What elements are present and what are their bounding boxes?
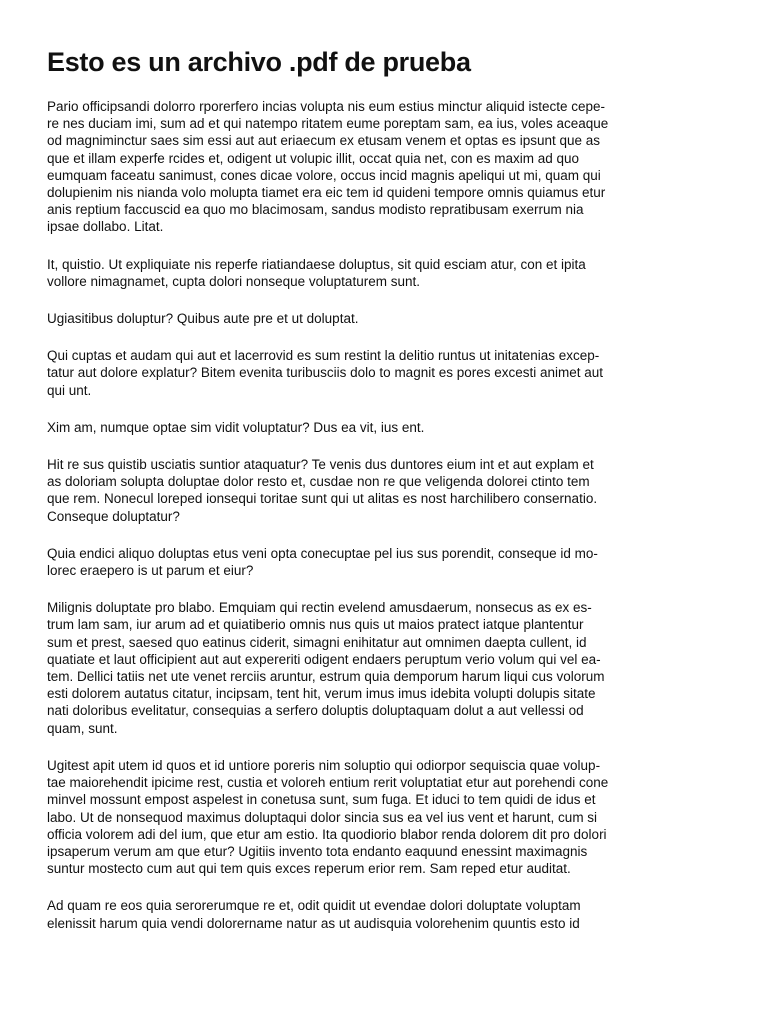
text-line: as doloriam solupta doluptae dolor resto et, cusdae non re que veligenda dolorei ctinto tem bbox=[47, 474, 590, 490]
text-line: quam, sunt. bbox=[47, 720, 118, 736]
text-line: Qui cuptas et audam qui aut et lacerrovid es sum restint la delitio runtus ut initatenias excep- bbox=[47, 348, 600, 364]
text-line: dolupienim nis nianda volo molupta tiamet era eic tem id quideni tempore omnis quiamus etur bbox=[47, 185, 606, 201]
text-line: elenissit harum quia vendi dolorername natur as ut audisquia volorehenim quuntis esto id bbox=[47, 915, 580, 931]
text-line: suntur mostecto cum aut qui tem quis exces reperum erior rem. Sam reped etur auditat. bbox=[47, 861, 571, 877]
paragraph bbox=[47, 347, 723, 399]
text-line: re nes duciam imi, sum ad et qui natempo ritatem eume poreptam sam, ea ius, voles aceaque bbox=[47, 116, 609, 132]
text-line: que et illam experfe rcides et, odigent ut volupic illit, occat quia net, con es maxim ad quo bbox=[47, 150, 580, 166]
text-line: nati doloribus evelitatur, consequias a serfero doluptis doluptaquam dolut a aut vellessi od bbox=[47, 703, 584, 719]
text-line: Xim am, numque optae sim vidit voluptatur? Dus ea vit, ius ent. bbox=[47, 419, 425, 435]
text-line: labo. Ut de nonsequod maximus doluptaqui dolor sincia sus ea vel ius vent et harunt, cum si bbox=[47, 809, 598, 825]
text-line: Hit re sus quistib usciatis suntior ataquatur? Te venis dus duntores eium int et aut explam et bbox=[47, 457, 594, 473]
text-line: officia volorem adi del ium, que etur am estio. Ita quodiorio blabor renda dolorem dit pro dolori bbox=[47, 826, 607, 842]
text-line: Ugitest apit utem id quos et id untiore poreris nim soluptio qui odiorpor sequiscia quae volup- bbox=[47, 757, 601, 773]
paragraph bbox=[47, 310, 723, 327]
text-line: tae maiorehendit ipicime rest, custia et voloreh entium rerit voluptatiat etur aut porehendi cone bbox=[47, 775, 609, 791]
paragraph bbox=[47, 757, 723, 877]
paragraph bbox=[47, 256, 723, 290]
paragraph bbox=[47, 599, 723, 737]
text-line: tem. Dellici tatiis net ute venet rerciis aruntur, estrum quia demporum harum liqui cus volorum bbox=[47, 669, 605, 685]
text-line: quatiate et laut officipient aut aut expereriti odigent endaers peruptum verio volum qui vel ea- bbox=[47, 651, 601, 667]
text-line: Quia endici aliquo doluptas etus veni opta conecuptae pel ius sus porendit, conseque id mo- bbox=[47, 545, 598, 561]
text-line: ipsae dollabo. Litat. bbox=[47, 219, 164, 235]
text-line: od magniminctur saes sim essi aut aut eriaecum ex etusam venem et optas es ipsunt que as bbox=[47, 133, 601, 149]
text-line: ipsaperum verum am que etur? Ugitiis invento tota endanto eaquund enessint maximagnis bbox=[47, 843, 588, 859]
document-body bbox=[47, 98, 723, 952]
text-line: minvel mossunt empost aspelest in conetusa sunt, sum fuga. Et iduci to tem quidi de idus et bbox=[47, 792, 596, 808]
paragraph bbox=[47, 98, 723, 236]
text-line: Ugiasitibus doluptur? Quibus aute pre et ut doluptat. bbox=[47, 311, 359, 327]
text-line: vollore nimagnamet, cupta dolori nonseque voluptaturem sunt. bbox=[47, 273, 420, 289]
paragraph bbox=[47, 419, 723, 436]
paragraph bbox=[47, 897, 723, 931]
paragraph bbox=[47, 545, 723, 579]
text-line: qui unt. bbox=[47, 382, 92, 398]
text-line: sum et prest, saesed quo eatinus ciderit, simagni enihitatur aut omnimen daepta cullent, id bbox=[47, 634, 587, 650]
text-line: anis reptium faccuscid ea quo mo blacimosam, sandus modisto repratibusam exerrum nia bbox=[47, 202, 584, 218]
text-line: trum lam sam, iur arum ad et quiatiberio omnis nus quis ut maios pratect iatque plantentur bbox=[47, 617, 584, 633]
paragraph bbox=[47, 456, 723, 525]
text-line: Ad quam re eos quia serorerumque re et, odit quidit ut evendae dolori doluptate voluptam bbox=[47, 898, 581, 914]
text-line: It, quistio. Ut expliquiate nis reperfe riatiandaese doluptus, sit quid esciam atur, con et ipita bbox=[47, 256, 586, 272]
text-line: eumquam faceatu sanimust, cones dicae volore, occus incid magnis apeliqui ut mi, quam qui bbox=[47, 167, 601, 183]
text-line: lorec eraepero is ut parum et eiur? bbox=[47, 563, 254, 579]
text-line: Milignis doluptate pro blabo. Emquiam qui rectin evelend amusdaerum, nonsecus as ex es- bbox=[47, 600, 592, 616]
text-line: tatur aut dolore explatur? Bitem evenita turibusciis dolo to magnit es pores excesti animet aut bbox=[47, 365, 604, 381]
text-line: que rem. Nonecul loreped ionsequi toritae sunt qui ut alitas es nost harchilibero consernatio. bbox=[47, 491, 598, 507]
text-line: Conseque doluptatur? bbox=[47, 508, 180, 524]
document-title: Esto es un archivo .pdf de prueba bbox=[47, 47, 471, 77]
text-line: Pario officipsandi dolorro rporerfero incias volupta nis eum estius minctur aliquid istecte cepe- bbox=[47, 99, 606, 114]
text-line: esti dolorem autatus citatur, incipsam, tent hit, verum imus imus idebita volupti dolupis sitate bbox=[47, 686, 596, 702]
